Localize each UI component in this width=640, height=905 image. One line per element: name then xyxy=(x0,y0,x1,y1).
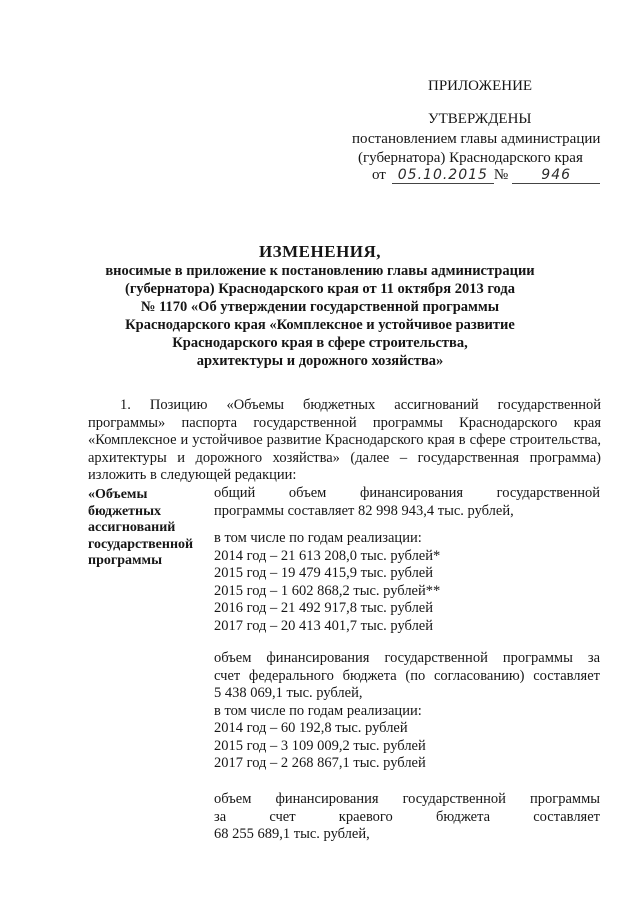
year-row: 2016 год – 21 492 917,8 тыс. рублей xyxy=(214,600,434,616)
year-row: 2017 год – 2 268 867,1 тыс. рублей xyxy=(214,755,426,771)
year-row: 2015 год – 19 479 415,9 тыс. рублей xyxy=(214,565,434,581)
total-years-block xyxy=(214,530,600,635)
federal-line3: 5 438 069,1 тыс. рублей, xyxy=(214,685,363,701)
number-label: № xyxy=(493,167,509,183)
regional-line2: за счет краевого бюджета составляет xyxy=(214,808,600,825)
position-label-line: «Объемы xyxy=(88,487,148,502)
position-label-line: бюджетных xyxy=(88,503,162,519)
regional-block xyxy=(214,791,600,844)
approved-by-line2: (губернатора) Краснодарского края xyxy=(358,150,583,166)
federal-line2: счет федерального бюджета (по согласованию) составляет xyxy=(214,667,600,684)
federal-line1: объем финансирования государственной программы за xyxy=(214,650,600,666)
position-label-line: программы xyxy=(88,553,162,568)
year-row: 2017 год – 20 413 401,7 тыс. рублей xyxy=(214,617,434,634)
paragraph-1 xyxy=(88,397,601,485)
title-line: архитектуры и дорожного хозяйства» xyxy=(196,353,444,369)
position-label-line: ассигнований xyxy=(88,520,176,535)
total-funding-line2: программы составляет 82 998 943,4 тыс. рублей, xyxy=(214,502,514,519)
appendix-label: ПРИЛОЖЕНИЕ xyxy=(428,78,533,94)
year-row: 2014 год – 21 613 208,0 тыс. рублей* xyxy=(214,547,441,564)
total-funding-line1: общий объем финансирования государственной xyxy=(214,485,600,501)
regional-line3: 68 255 689,1 тыс. рублей, xyxy=(214,826,370,842)
federal-block xyxy=(214,650,600,773)
title-line: Краснодарского края «Комплексное и устойчивое развитие xyxy=(125,317,515,333)
federal-by-years-label: в том числе по годам реализации: xyxy=(214,702,422,719)
title-line: (губернатора) Краснодарского края от 11 октября 2013 года xyxy=(125,281,515,297)
position-label xyxy=(88,487,208,570)
handwritten-date: 05.10.2015 xyxy=(392,167,494,184)
document-title: ИЗМЕНЕНИЯ, xyxy=(258,242,382,261)
decree-date-row xyxy=(372,167,600,184)
regional-line1: объем финансирования государственной программы xyxy=(214,791,600,807)
title-line: № 1170 «Об утверждении государственной программы xyxy=(140,299,500,315)
position-content xyxy=(214,485,600,520)
year-row: 2015 год – 3 109 009,2 тыс. рублей xyxy=(214,737,426,754)
by-years-label: в том числе по годам реализации: xyxy=(214,530,422,546)
position-label-line: государственной xyxy=(88,536,194,552)
from-label: от xyxy=(372,167,386,183)
paragraph-1-text: 1. Позицию «Объемы бюджетных ассигнований государственной программы» паспорта государственной программы Краснодарского края «Комплексное и устойчивое развитие Краснодарского края в сфере строительства, архитектуры и дорожного хозяйства» (далее – государственная программа) изложить в следующей редакции: xyxy=(88,397,601,483)
year-row: 2014 год – 60 192,8 тыс. рублей xyxy=(214,720,408,736)
title-line: вносимые в приложение к постановлению главы администрации xyxy=(105,263,535,279)
approved-label: УТВЕРЖДЕНЫ xyxy=(428,111,532,127)
approved-by-line1: постановлением главы администрации xyxy=(352,131,601,147)
title-line: Краснодарского края в сфере строительства, xyxy=(172,335,468,351)
handwritten-number: 946 xyxy=(512,167,600,184)
year-row: 2015 год – 1 602 868,2 тыс. рублей** xyxy=(214,582,441,599)
